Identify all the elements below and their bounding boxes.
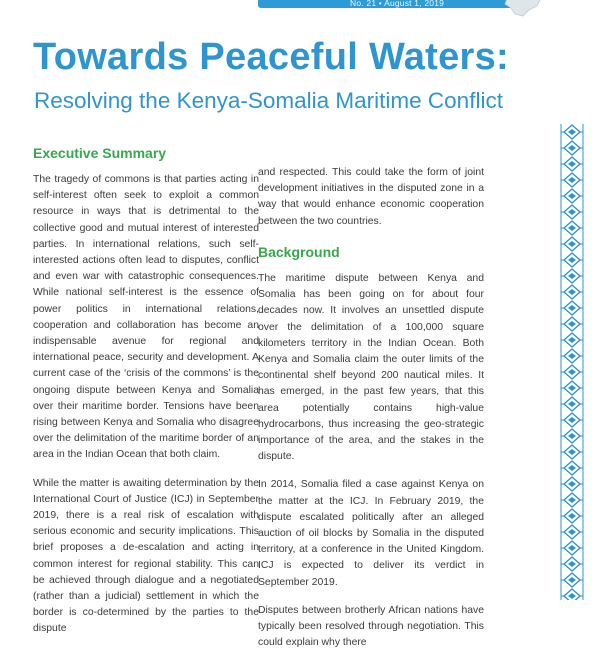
right-column-background bbox=[258, 244, 484, 651]
paragraph: and respected. This could take the form of joint development initiatives in the disputed zone in a way that would enhance economic cooperation between the two countries. bbox=[258, 167, 484, 227]
paragraph: Disputes between brotherly African nations have typically been resolved through negotiation. This could explain why there bbox=[258, 604, 484, 649]
paragraph: The maritime dispute between Kenya and Somalia has been going on for about four decades now. It involves an unsettled dispute over the delimitation of a 100,000 square kilometers territory in the Indian Ocean. Both Kenya and Somalia claim the outer limits of the continental shelf beyond 200 nautical miles. It has emerged, in the past few years, that this area potentially contains high-value hydrocarbons, thus increasing the geo-strategic importance of the area, and the stakes in the dispute. bbox=[258, 273, 484, 463]
page-title: Towards Peaceful Waters: bbox=[33, 36, 510, 78]
issue-info: No. 21 • August 1, 2019 bbox=[350, 0, 445, 8]
section-heading-background: Background bbox=[258, 244, 340, 260]
page-subtitle: Resolving the Kenya-Somalia Maritime Conflict bbox=[34, 88, 503, 113]
section-heading-executive-summary: Executive Summary bbox=[33, 145, 167, 161]
decorative-border-pattern bbox=[560, 124, 584, 600]
paragraph: In 2014, Somalia filed a case against Kenya on the matter at the ICJ. In February 2019, the dispute escalated politically after an alleged auction of oil blocks by Somalia in the disputed territory, at a conference in the United Kingdom. ICJ is expected to deliver its verdict in September 2019. bbox=[258, 479, 484, 588]
map-outline-icon bbox=[503, 0, 543, 18]
paragraph: The tragedy of commons is that parties acting in self-interest often seek to exploit a common resource in ways that is detrimental to the collective good and mutual interest of interested parties. In international relations, such self-interested actions often lead to disputes, conflict and even war with catastrophic consequences. While national self-interest is the essence of power politics in international relations, cooperation and collaboration has become an indispensable avenue for regional and international peace, security and development. A current case of the ‘crisis of the commons’ is the ongoing dispute between Kenya and Somalia over their maritime border. Tensions have been rising between Kenya and Somalia who disagree over the delimitation of the maritime border of an area in the Indian Ocean that both claim. bbox=[33, 174, 259, 461]
paragraph: While the matter is awaiting determination by the International Court of Justice (ICJ) in September 2019, there is a real risk of escalation with serious economic and security implications. This brief proposes a de-escalation and acting in common interest for regional stability. This can be achieved through dialogue and a negotiated (rather than a judicial) settlement in which the border is co-determined by the parties to the dispute bbox=[33, 477, 259, 635]
left-column bbox=[33, 145, 259, 638]
header-bar bbox=[258, 0, 520, 8]
right-column-top bbox=[258, 165, 484, 230]
